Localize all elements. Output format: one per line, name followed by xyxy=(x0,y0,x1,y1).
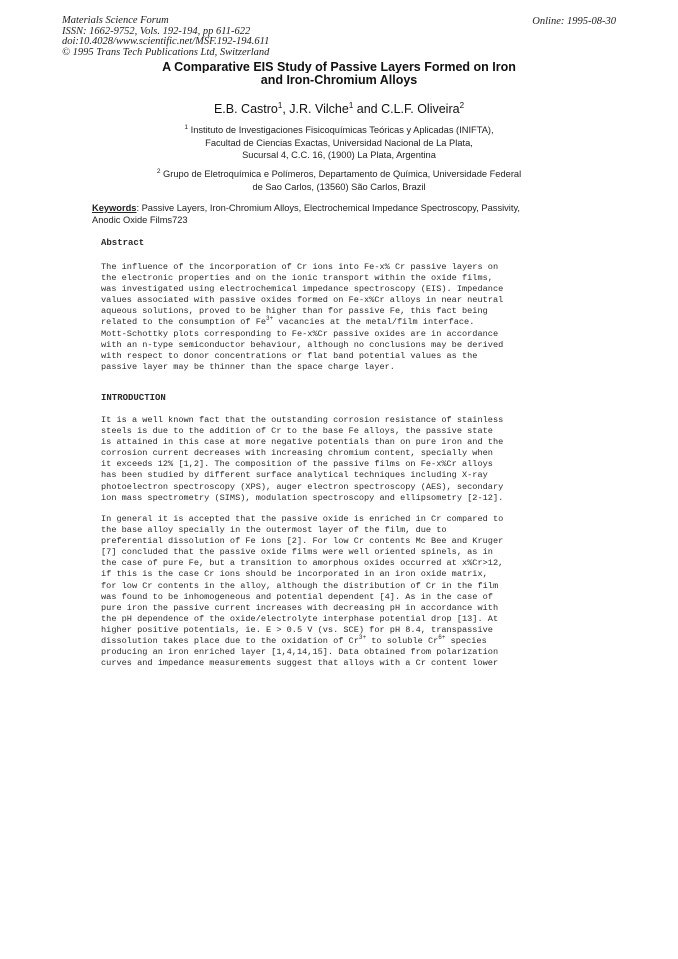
text-fragment: species xyxy=(445,636,487,647)
affiliation-1 xyxy=(0,122,678,162)
text-line: values associated with passive oxides formed on Fe-x%Cr alloys in near neutral xyxy=(101,295,504,306)
introduction-paragraph-2 xyxy=(101,514,533,669)
affiliation-marker: 1 xyxy=(184,124,189,131)
text-line: higher positive potentials, ie. E > 0.5 V (vs. SCE) for pH 8.4, transpassive xyxy=(101,624,493,635)
author-affiliation-marker: 1 xyxy=(277,101,283,110)
text-line: producing an iron enriched layer [1,4,14,15]. Data obtained from polarization xyxy=(101,647,499,658)
text-line: [7] concluded that the passive oxide films were well oriented spinels, as in xyxy=(101,547,493,558)
affiliation-line: Instituto de Investigaciones Fisicoquímicas Teóricas y Aplicadas (INIFTA), xyxy=(190,125,494,136)
author-name: J.R. Vilche xyxy=(289,102,349,117)
author-list: E.B. Castro$^1$, J.R. Vilche$^1$ and C.L.F. Oliveira$^2$ xyxy=(213,101,465,117)
introduction-heading: INTRODUCTION xyxy=(101,393,166,403)
text-fragment: to soluble Cr xyxy=(366,636,439,647)
author-name: C.L.F. Oliveira xyxy=(381,102,460,117)
text-fragment: vacancies at the metal/film interface. xyxy=(273,317,475,328)
introduction-paragraph-1 xyxy=(101,415,533,504)
text-line: if this is the case Cr ions should be incorporated in an iron oxide matrix, xyxy=(101,569,488,580)
title-line-1: A Comparative EIS Study of Passive Layers Formed on Iron xyxy=(162,60,516,73)
affiliation-line: Facultad de Ciencias Exactas, Universidad Nacional de La Plata, xyxy=(205,137,473,148)
publication-metadata xyxy=(62,16,269,58)
affiliation-line: de Sao Carlos, (13560) São Carlos, Brazil xyxy=(252,181,426,192)
affiliation-2 xyxy=(0,166,678,193)
text-line: preferential dissolution of Fe ions [2]. For low Cr contents Mc Bee and Kruger xyxy=(101,536,504,547)
text-line: Mott-Schottky plots corresponding to Fe-x%Cr passive oxides are in accordance xyxy=(101,328,499,339)
author-affiliation-marker: 2 xyxy=(459,101,465,110)
abstract-paragraph xyxy=(101,262,533,373)
author-affiliation-marker: 1 xyxy=(348,101,354,110)
affiliation-marker: 2 xyxy=(156,168,161,175)
title-line-2: and Iron-Chromium Alloys xyxy=(260,73,418,87)
issn-line: ISSN: 1662-9752, Vols. 192-194, pp 611-622 xyxy=(62,25,251,37)
online-date: Online: 1995-08-30 xyxy=(532,16,616,27)
keywords-label: Keywords xyxy=(92,203,137,213)
doi-link[interactable]: doi:10.4028/www.scientific.net/MSF.192-194.611 xyxy=(62,36,270,48)
text-line: it exceeds 12% [1,2]. The composition of the passive films on Fe-x%Cr alloys xyxy=(101,459,493,470)
keywords: Keywords: Passive Layers, Iron-Chromium Alloys, Electrochemical Impedance Spectroscopy, Passivity, Anodic Oxide Films723 xyxy=(92,203,520,225)
affiliation-line: Sucursal 4, C.C. 16, (1900) La Plata, Argentina xyxy=(242,150,436,161)
text-line: the electronic properties and on the ionic transport within the oxide films, xyxy=(101,273,493,284)
text-line: steels is due to the addition of Cr to the base Fe alloys, the passive state xyxy=(101,426,493,437)
text-line: It is a well known fact that the outstanding corrosion resistance of stainless xyxy=(101,415,504,425)
text-line: The influence of the incorporation of Cr ions into Fe-x% Cr passive layers on xyxy=(101,262,499,272)
text-line: was found to be inhomogeneous and potential dependent [4]. As in the case of xyxy=(101,591,493,602)
keywords-text: Passive Layers, Iron-Chromium Alloys, Electrochemical Impedance Spectroscopy, Passivity, Anodic Oxide Films723 xyxy=(92,203,520,225)
text-line: with respect to donor concentrations or flat band potential values as the xyxy=(101,350,478,361)
text-line: ion mass spectrometry (SIMS), modulation spectroscopy and ellipsometry [2-12]. xyxy=(101,492,504,503)
text-line: was investigated using electrochemical impedance spectroscopy (EIS). Impedance xyxy=(101,284,504,295)
text-line: curves and impedance measurements suggest that alloys with a Cr content lower xyxy=(101,658,499,669)
text-line: is attained in this case at more negative potentials than on pure iron and the xyxy=(101,437,504,448)
author-name: E.B. Castro xyxy=(213,102,278,117)
text-line: the base alloy specially in the outermost layer of the film, due to xyxy=(101,525,447,536)
paper-title xyxy=(0,60,678,88)
affiliation-line: Grupo de Eletroquímica e Polímeros, Departamento de Química, Universidade Federal xyxy=(163,169,522,180)
text-line: passive layer may be thinner than the space charge layer. xyxy=(101,361,395,372)
text-line: the pH dependence of the oxide/electrolyte interphase potential drop [13]. At xyxy=(101,613,499,624)
superscript: 3+ xyxy=(266,315,274,323)
journal-name: Materials Science Forum xyxy=(62,15,169,26)
text-line: In general it is accepted that the passive oxide is enriched in Cr compared to xyxy=(101,514,504,524)
copyright-line: © 1995 Trans Tech Publications Ltd, Switzerland xyxy=(62,46,270,58)
text-line-with-superscript xyxy=(101,317,533,328)
text-line: pure iron the passive current increases with decreasing pH in accordance with xyxy=(101,602,499,613)
superscript: 6+ xyxy=(438,634,446,642)
text-line: aqueous solutions, proved to be higher than for passive Fe, this fact being xyxy=(101,306,488,317)
superscript: 3+ xyxy=(358,634,367,642)
abstract-heading: Abstract xyxy=(101,238,145,248)
text-line: for low Cr contents in the alloy, although the distribution of Cr in the film xyxy=(101,580,499,591)
text-line: the case of pure Fe, but a transition to amorphous oxides occurred at x%Cr>12, xyxy=(101,558,504,569)
text-line: has been studied by different surface analytical techniques including X-ray xyxy=(101,470,488,481)
text-fragment: related to the consumption of Fe xyxy=(101,317,267,328)
text-line-with-superscript xyxy=(101,636,533,647)
text-fragment: dissolution takes place due to the oxidation of Cr xyxy=(101,636,359,647)
text-line: photoelectron spectroscopy (XPS), auger electron spectroscopy (AES), secondary xyxy=(101,481,504,492)
text-line: with an n-type semiconductor behaviour, although no conclusions may be derived xyxy=(101,339,504,350)
text-line: corrosion current decreases with increasing chromium content, specially when xyxy=(101,448,493,459)
